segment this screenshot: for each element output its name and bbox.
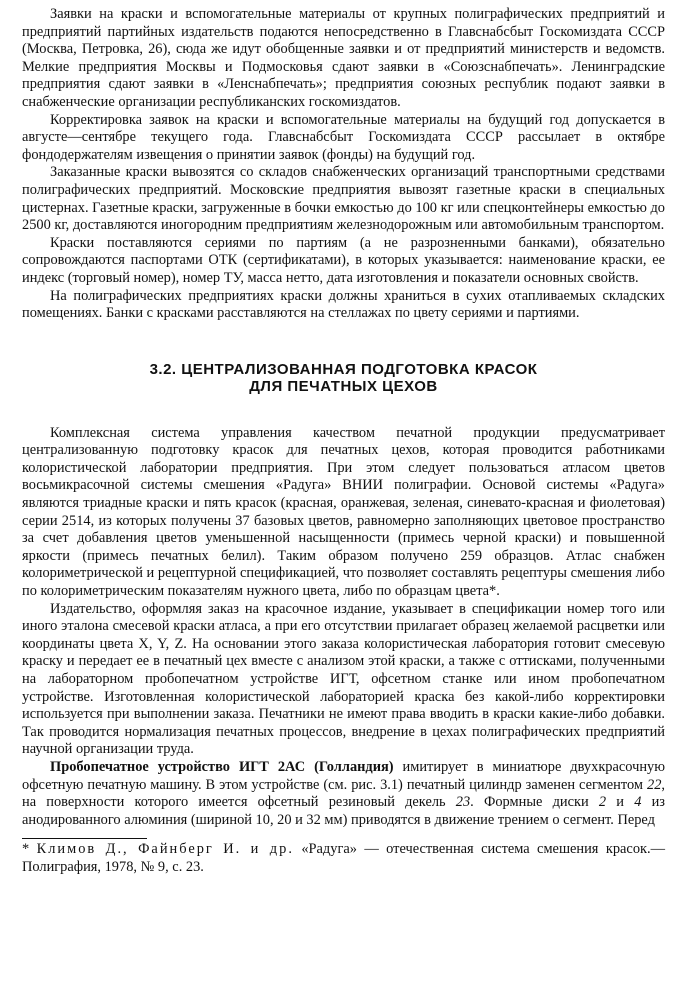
paragraph-supply: Краски поставляются сериями по партиям (а не разрозненными банками), обязательно сопровождаются паспортами ОТК (сертификатами), в которых указывается: наименование краски, ее индекс (торговый номер), номер ТУ, масса нетто, дата изготовления и показатели основных свойств. (22, 234, 665, 286)
section-title (22, 361, 665, 395)
igt-ref-4: 4 (634, 794, 642, 811)
igt-text-2: , на поверхности которого имеется офсетный резиновый декель (22, 776, 665, 811)
igt-ref-22: 22 (647, 776, 662, 793)
footnote-rule (22, 838, 147, 839)
igt-ref-2: 2 (598, 794, 607, 811)
paragraph-igt-device (22, 759, 665, 829)
section-title-line2: ДЛЯ ПЕЧАТНЫХ ЦЕХОВ (249, 377, 438, 395)
igt-text-5: из анодированного алюминия (шириной 10, 20 и 32 мм) приводятся в движение трением о сегмент. Перед (22, 794, 665, 828)
footnote-marker: * (22, 841, 37, 858)
igt-text-4: и (606, 794, 635, 811)
paragraph-storage: На полиграфических предприятиях краски должны храниться в сухих отапливаемых складских помещениях. Банки с красками расставляются на стеллажах по цвету сериями и партиями. (22, 287, 665, 322)
igt-text-3: . Формные диски (470, 794, 599, 811)
paragraph-publisher-order: Издательство, оформляя заказ на красочное издание, указывает в спецификации номер того или иного эталона смесевой краски атласа, а при его отсутствии прилагает образец желаемой расцветки или координаты цвета X, Y, Z. На основании этого заказа колористическая лаборатория готовит смесевую краску и передает ее в печатный цех вместе с анализом этой краски, а также с оттисками, полученными на лабораторном пробопечатном устройстве ИГТ, офсетном станке или ином пробопечатном устройстве. Изготовленная колористической лабораторией краска без какой-либо корректировки используется при выполнении заказа. Печатники не имеют права вводить в краски какие-либо добавки. Так проводится нормализация печатных процессов, внедрение в цехах полиграфических предприятий научной организации труда. (22, 600, 665, 758)
igt-device-lead: Пробопечатное устройство ИГТ 2АС (Голландия) (50, 758, 394, 775)
footnote-authors: Климов Д., Файнберг И. и др. (36, 841, 294, 858)
paragraph-centralized-system: Комплексная система управления качеством печатной продукции предусматривает централизованную подготовку красок для печатных цехов, которая проводится работниками колористической лаборатории предприятия. При этом следует пользоваться атласом цветов восьмикрасочной системы смешения «Радуга» ВНИИ полиграфии. Основой системы «Радуга» являются триадные краски и пять красок (красная, оранжевая, зеленая, синевато-красная и фиолетовая) серии 2514, из которых получены 37 базовых цветов, равномерно заполняющих цветовое пространство за счет добавления цветов уменьшенной насыщенности (примесь черной краски) и повышенной яркости (примесь печатных белил). Таким образом получено 259 образцов. Атлас снабжен колориметрической и рецептурной спецификацией, что позволяет составлять рецептуры смешения либо по колориметрическим показателям нужного цвета, либо по образцам цвета*. (22, 424, 665, 600)
footnote (22, 841, 665, 876)
section-title-line1: 3.2. ЦЕНТРАЛИЗОВАННАЯ ПОДГОТОВКА КРАСОК (149, 360, 538, 378)
paragraph-orders: Заявки на краски и вспомогательные материалы от крупных полиграфических предприятий и предприятий партийных издательств подаются непосредственно в Главснабсбыт Госкомиздата СССР (Москва, Петровка, 26), сюда же идут обобщенные заявки и от предприятий министерств и ведомств. Мелкие предприятия Москвы и Подмосковья сдают заявки в «Союзснабпечать». Ленинградские предприятия сдают заявки в «Ленснабпечать»; предприятия союзных республик подают заявки в снабженческие организации республиканских госкомиздатов. (22, 6, 665, 110)
paragraph-transport: Заказанные краски вывозятся со складов снабженческих организаций транспортными средствами полиграфических предприятий. Московские предприятия вывозят газетные краски в специальных цистернах. Газетные краски, загруженные в бочки емкостью до 100 кг или спецконтейнеры емкостью до 2500 кг, доставляются иногородним предприятиям железнодорожным или автомобильным транспортом. (22, 164, 665, 234)
igt-ref-23: 23 (455, 794, 471, 811)
footnote-text: «Радуга» — отечественная система смешения красок.— Полиграфия, 1978, № 9, с. 23. (22, 841, 665, 875)
paragraph-corrections: Корректировка заявок на краски и вспомогательные материалы на будущий год допускается в августе—сентябре текущего года. Главснабсбыт Госкомиздата СССР рассылает в октябре фондодержателям извещения о принятии заявок (фонды) на будущий год. (22, 111, 665, 163)
igt-text-1: имитирует в миниатюре двухкрасочную офсетную печатную машину. В этом устройстве (см. рис. 3.1) печатный цилиндр заменен сегментом (22, 758, 665, 793)
